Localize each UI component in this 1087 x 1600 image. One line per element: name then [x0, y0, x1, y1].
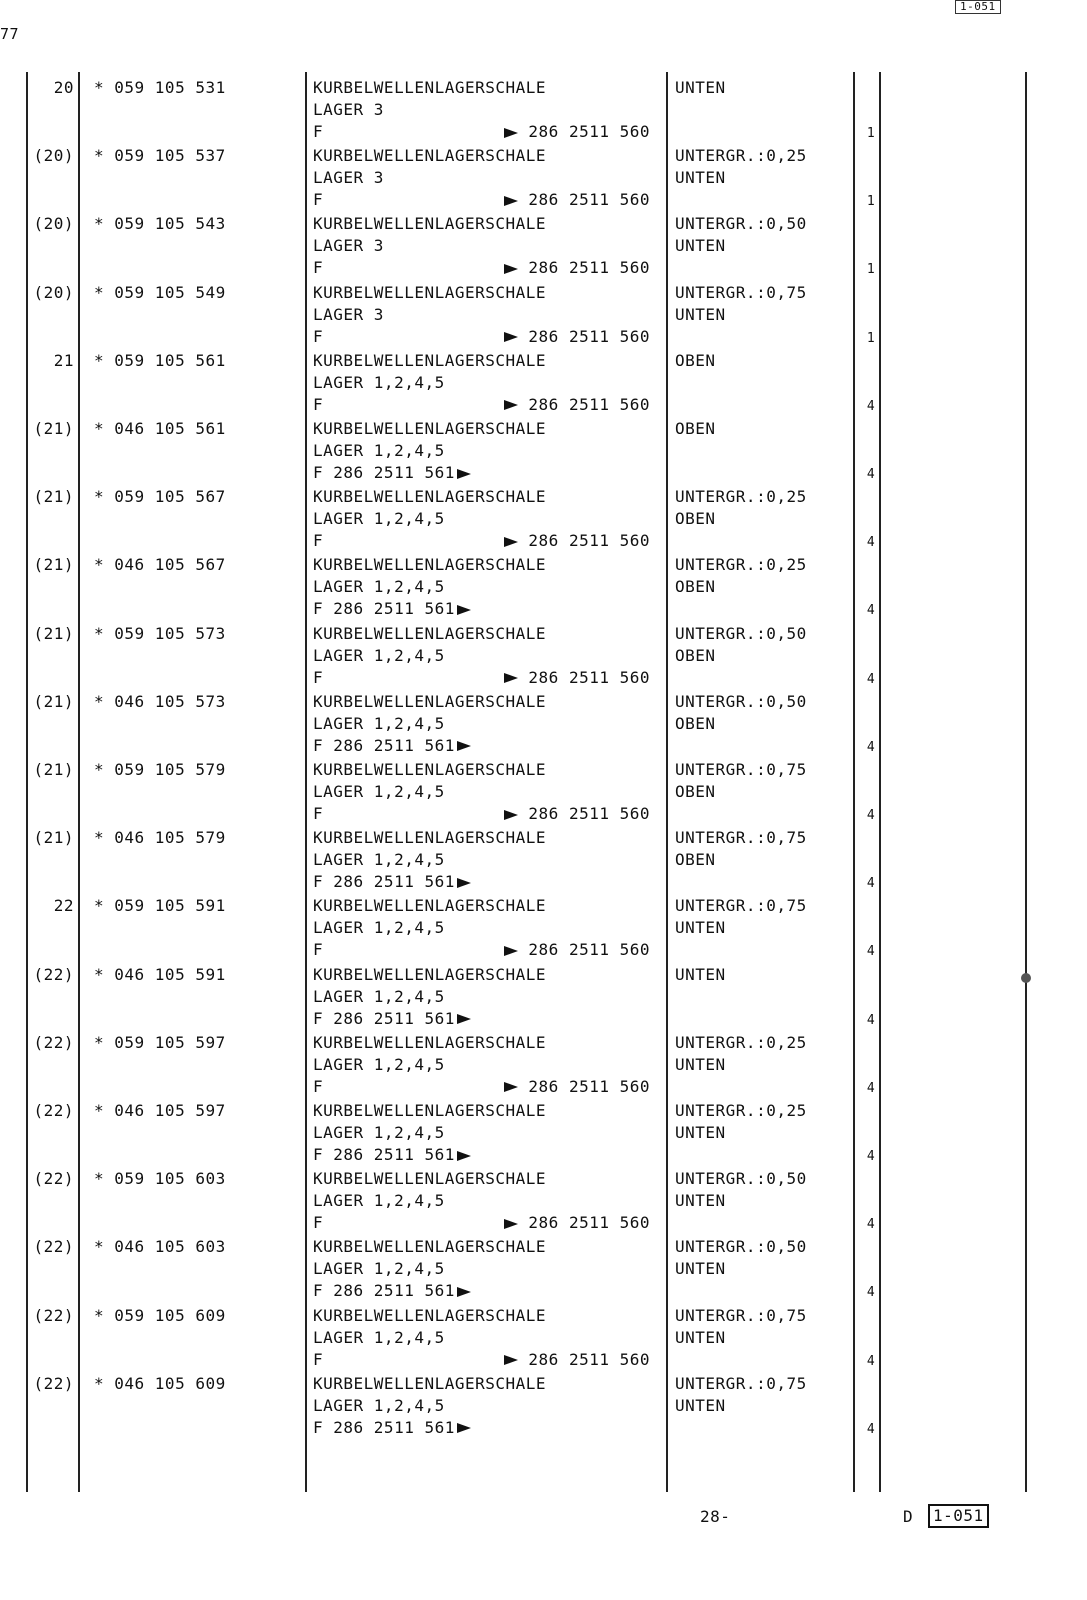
remark [675, 351, 716, 395]
position-number: (22) [33, 1305, 74, 1325]
bearing-position: LAGER 1,2,4,5 [313, 986, 445, 1006]
bearing-position: LAGER 3 [313, 304, 384, 324]
table-row [0, 74, 1087, 142]
remark-line: UNTERGR.:0,50 [675, 1237, 807, 1257]
position-number: 20 [53, 78, 74, 97]
arrow-right-icon [504, 946, 518, 956]
arrow-right-icon [504, 400, 518, 410]
description-line: KURBELWELLENLAGERSCHALE [313, 760, 547, 779]
factory-ref-prefix: F [313, 804, 324, 823]
quantity: 4 [866, 535, 876, 551]
description-line: KURBELWELLENLAGERSCHALE [313, 896, 547, 916]
bearing-position: LAGER 3 [313, 236, 384, 256]
table-row [0, 551, 1087, 619]
part-number: * 046 105 573 [94, 691, 226, 711]
table-row [0, 824, 1087, 892]
arrow-right-icon [457, 1287, 471, 1297]
remark-line: UNTEN [675, 964, 726, 984]
position-number: (22) [33, 1237, 74, 1257]
description-line: KURBELWELLENLAGERSCHALE [313, 1373, 547, 1393]
description-line: KURBELWELLENLAGERSCHALE [313, 691, 547, 711]
factory-reference [313, 190, 658, 212]
arrow-right-icon [504, 264, 518, 274]
remark-line: OBEN [675, 509, 716, 529]
factory-reference [313, 531, 658, 553]
quantity: 4 [866, 1285, 876, 1301]
position-number: (20) [33, 146, 74, 166]
remark-line: OBEN [675, 713, 716, 733]
description [313, 624, 658, 690]
quantity: 4 [866, 467, 876, 482]
factory-ref-prefix: F [313, 122, 324, 141]
description [313, 214, 658, 280]
bearing-position: LAGER 1,2,4,5 [313, 372, 445, 392]
position-number: 22 [53, 896, 74, 916]
position-number: (22) [33, 1169, 74, 1189]
remark-line: UNTEN [675, 236, 726, 256]
remark-line: UNTEN [675, 1259, 726, 1279]
part-number: * 046 105 579 [94, 828, 226, 848]
factory-ref-value: 286 2511 560 [528, 667, 650, 687]
part-number: * 059 105 561 [94, 350, 226, 370]
bearing-position: LAGER 1,2,4,5 [313, 509, 445, 529]
part-number: * 059 105 567 [94, 487, 226, 507]
bearing-position: LAGER 1,2,4,5 [313, 1327, 445, 1347]
description [313, 419, 658, 485]
description-line: KURBELWELLENLAGERSCHALE [313, 146, 547, 166]
arrow-right-icon [457, 878, 471, 888]
remark [675, 896, 807, 940]
factory-reference [313, 258, 658, 280]
quantity: 4 [866, 1217, 876, 1233]
bearing-position: LAGER 1,2,4,5 [313, 1395, 445, 1415]
position-number: (21) [33, 691, 74, 711]
description [313, 555, 658, 621]
description [313, 78, 658, 144]
factory-ref-value: 286 2511 560 [528, 190, 650, 210]
remark-line: UNTEN [675, 168, 726, 188]
remark [675, 828, 807, 872]
factory-ref-prefix: F 286 2511 561 [313, 1145, 455, 1164]
factory-reference [313, 1418, 658, 1440]
position-number: (22) [33, 1373, 74, 1393]
factory-ref-number [502, 1077, 650, 1097]
description-line: KURBELWELLENLAGERSCHALE [313, 350, 547, 370]
table-row [0, 620, 1087, 688]
factory-ref-number [502, 395, 650, 415]
table-row [0, 756, 1087, 824]
quantity: 4 [866, 398, 876, 414]
remark [675, 555, 807, 599]
part-number: * 059 105 591 [94, 896, 226, 916]
factory-ref-value: 286 2511 560 [528, 940, 650, 960]
description-line: KURBELWELLENLAGERSCHALE [313, 1305, 547, 1325]
factory-reference [313, 940, 658, 962]
factory-reference [313, 463, 658, 485]
part-number: * 059 105 609 [94, 1305, 226, 1325]
factory-ref-value: 286 2511 560 [528, 531, 650, 551]
factory-ref-prefix: F [313, 326, 324, 346]
bearing-position: LAGER 1,2,4,5 [313, 1259, 445, 1279]
remark-line: OBEN [675, 850, 716, 870]
factory-ref-value: 286 2511 560 [528, 394, 650, 414]
remark [675, 1306, 807, 1350]
arrow-right-icon [504, 196, 518, 206]
remark-line: OBEN [675, 350, 716, 370]
part-number: * 059 105 603 [94, 1169, 226, 1189]
remark-line: UNTEN [675, 1395, 726, 1415]
description [313, 487, 658, 553]
factory-ref-prefix: F [313, 258, 324, 278]
description [313, 896, 658, 962]
quantity: 4 [866, 876, 876, 892]
table-row [0, 279, 1087, 347]
table-row [0, 1370, 1087, 1438]
factory-ref-value: 286 2511 560 [528, 326, 650, 346]
remark-line: UNTEN [675, 1123, 726, 1142]
remark [675, 1237, 807, 1281]
bearing-position: LAGER 1,2,4,5 [313, 1191, 445, 1211]
factory-reference [313, 395, 658, 417]
arrow-right-icon [504, 673, 518, 683]
bearing-position: LAGER 1,2,4,5 [313, 918, 445, 938]
quantity: 4 [866, 1080, 876, 1096]
remark [675, 692, 807, 736]
factory-ref-prefix: F 286 2511 561 [313, 872, 455, 892]
quantity: 4 [866, 603, 876, 619]
top-code-box: 1-051 [955, 0, 1001, 14]
table-row [0, 961, 1087, 1029]
quantity: 4 [866, 944, 876, 960]
remark-line: UNTERGR.:0,75 [675, 1305, 807, 1325]
factory-ref-prefix: F 286 2511 561 [313, 1281, 455, 1301]
bearing-position: LAGER 3 [313, 168, 384, 188]
remark-line: UNTERGR.:0,75 [675, 828, 807, 848]
description-line: KURBELWELLENLAGERSCHALE [313, 1237, 547, 1257]
remark-line: UNTERGR.:0,25 [675, 1032, 807, 1052]
table-row [0, 210, 1087, 278]
description [313, 1169, 658, 1235]
arrow-right-icon [504, 810, 518, 820]
remark [675, 624, 807, 668]
factory-ref-number [502, 1213, 650, 1233]
remark [675, 1374, 807, 1418]
bearing-position: LAGER 1,2,4,5 [313, 441, 445, 460]
remark-line: UNTERGR.:0,50 [675, 623, 807, 643]
remark [675, 419, 716, 463]
remark-line: UNTERGR.:0,75 [675, 760, 807, 779]
remark-line: UNTERGR.:0,25 [675, 487, 807, 507]
description-line: KURBELWELLENLAGERSCHALE [313, 623, 547, 643]
description-line: KURBELWELLENLAGERSCHALE [313, 964, 547, 984]
remark-line: UNTERGR.:0,25 [675, 1101, 807, 1120]
page-corner-number: 77 [0, 25, 20, 43]
page-number: 28- [700, 1507, 731, 1526]
bearing-position: LAGER 1,2,4,5 [313, 1054, 445, 1074]
description [313, 146, 658, 212]
bearing-position: LAGER 3 [313, 100, 384, 119]
remark [675, 1101, 807, 1145]
factory-reference [313, 599, 658, 621]
table-row [0, 1302, 1087, 1370]
remark-line: UNTEN [675, 1327, 726, 1347]
quantity: 1 [866, 194, 876, 210]
position-number: (21) [33, 760, 74, 779]
description-line: KURBELWELLENLAGERSCHALE [313, 828, 547, 848]
remark-line: UNTEN [675, 304, 726, 324]
table-row [0, 1165, 1087, 1233]
description [313, 692, 658, 758]
description-line: KURBELWELLENLAGERSCHALE [313, 78, 547, 97]
remark-line [675, 987, 726, 1009]
factory-ref-prefix: F [313, 190, 324, 210]
position-number: (21) [33, 555, 74, 575]
factory-reference [313, 1145, 658, 1167]
bearing-position: LAGER 1,2,4,5 [313, 577, 445, 597]
factory-ref-prefix: F [313, 1076, 324, 1096]
arrow-right-icon [504, 1082, 518, 1092]
factory-reference [313, 1213, 658, 1235]
arrow-right-icon [457, 741, 471, 751]
remark-line: UNTEN [675, 1054, 726, 1074]
factory-ref-prefix: F 286 2511 561 [313, 1417, 455, 1437]
remark-line: OBEN [675, 645, 716, 665]
factory-reference [313, 327, 658, 349]
part-number: * 059 105 579 [94, 760, 226, 779]
quantity: 1 [866, 126, 876, 141]
arrow-right-icon [457, 1151, 471, 1161]
remark [675, 283, 807, 327]
footer-letter: D [903, 1507, 914, 1526]
description-line: KURBELWELLENLAGERSCHALE [313, 487, 547, 507]
table-row [0, 892, 1087, 960]
factory-ref-number [502, 668, 650, 688]
factory-reference [313, 122, 658, 144]
bearing-position: LAGER 1,2,4,5 [313, 645, 445, 665]
quantity: 4 [866, 1012, 876, 1028]
description-line: KURBELWELLENLAGERSCHALE [313, 1169, 547, 1189]
arrow-right-icon [457, 1014, 471, 1024]
part-number: * 059 105 537 [94, 146, 226, 166]
position-number: (20) [33, 214, 74, 234]
description [313, 1033, 658, 1099]
factory-ref-number [502, 940, 650, 960]
description-line: KURBELWELLENLAGERSCHALE [313, 1032, 547, 1052]
quantity: 4 [866, 808, 876, 823]
factory-ref-number [502, 122, 650, 142]
remark-line: UNTEN [675, 918, 726, 938]
table-row [0, 142, 1087, 210]
factory-ref-prefix: F [313, 667, 324, 687]
arrow-right-icon [504, 332, 518, 342]
table-row [0, 483, 1087, 551]
table-row [0, 688, 1087, 756]
part-number: * 059 105 531 [94, 78, 226, 97]
factory-ref-number [502, 258, 650, 278]
factory-ref-prefix: F [313, 1349, 324, 1369]
position-number: (21) [33, 419, 74, 438]
remark-line: UNTERGR.:0,50 [675, 1169, 807, 1189]
factory-reference [313, 1350, 658, 1372]
factory-ref-number [502, 804, 650, 824]
bearing-position: LAGER 1,2,4,5 [313, 850, 445, 870]
description-line: KURBELWELLENLAGERSCHALE [313, 282, 547, 302]
arrow-right-icon [504, 1355, 518, 1365]
table-row [0, 1233, 1087, 1301]
quantity: 1 [866, 262, 876, 278]
bearing-position: LAGER 1,2,4,5 [313, 782, 445, 801]
description [313, 1374, 658, 1440]
quantity: 4 [866, 671, 876, 687]
remark-line [675, 100, 726, 122]
position-number: 21 [53, 350, 74, 370]
remark-line: UNTERGR.:0,50 [675, 691, 807, 711]
factory-ref-prefix: F 286 2511 561 [313, 463, 455, 482]
remark-line: OBEN [675, 577, 716, 597]
remark [675, 487, 807, 531]
description [313, 828, 658, 894]
factory-reference [313, 804, 658, 826]
remark [675, 146, 807, 190]
description [313, 1306, 658, 1372]
factory-ref-value: 286 2511 560 [528, 804, 650, 823]
arrow-right-icon [504, 128, 518, 138]
quantity: 4 [866, 1353, 876, 1369]
factory-ref-prefix: F [313, 394, 324, 414]
remark [675, 760, 807, 804]
remark-line: UNTERGR.:0,75 [675, 1373, 807, 1393]
part-number: * 046 105 561 [94, 419, 226, 438]
factory-ref-prefix: F [313, 1213, 324, 1233]
factory-ref-prefix: F [313, 940, 324, 960]
arrow-right-icon [504, 537, 518, 547]
factory-ref-number [502, 327, 650, 347]
part-number: * 046 105 567 [94, 555, 226, 575]
description [313, 283, 658, 349]
quantity: 1 [866, 330, 876, 346]
remark-line [675, 441, 716, 463]
remark-line: UNTERGR.:0,50 [675, 214, 807, 234]
position-number: (21) [33, 487, 74, 507]
description-line: KURBELWELLENLAGERSCHALE [313, 555, 547, 575]
remark-line: UNTERGR.:0,25 [675, 555, 807, 575]
arrow-right-icon [504, 1219, 518, 1229]
description-line: KURBELWELLENLAGERSCHALE [313, 214, 547, 234]
factory-reference [313, 1281, 658, 1303]
remark-line: UNTERGR.:0,75 [675, 896, 807, 916]
remark [675, 214, 807, 258]
table-row [0, 1097, 1087, 1165]
quantity: 4 [866, 739, 876, 755]
part-number: * 059 105 549 [94, 282, 226, 302]
factory-reference [313, 1077, 658, 1099]
part-number: * 059 105 573 [94, 623, 226, 643]
part-number: * 046 105 597 [94, 1101, 226, 1120]
part-number: * 059 105 597 [94, 1032, 226, 1052]
factory-ref-value: 286 2511 560 [528, 1076, 650, 1096]
position-number: (21) [33, 828, 74, 848]
description [313, 1237, 658, 1303]
remark-line: OBEN [675, 782, 716, 801]
bearing-position: LAGER 1,2,4,5 [313, 713, 445, 733]
position-number: (21) [33, 623, 74, 643]
factory-ref-number [502, 531, 650, 551]
factory-ref-value: 286 2511 560 [528, 122, 650, 141]
remark [675, 1033, 807, 1077]
footer-code-box: 1-051 [928, 1504, 989, 1528]
remark [675, 78, 726, 122]
factory-ref-number [502, 190, 650, 210]
bearing-position: LAGER 1,2,4,5 [313, 1123, 445, 1142]
remark [675, 1169, 807, 1213]
table-row [0, 1029, 1087, 1097]
remark-line: OBEN [675, 419, 716, 438]
part-number: * 046 105 591 [94, 964, 226, 984]
factory-ref-prefix: F 286 2511 561 [313, 1008, 455, 1028]
arrow-right-icon [457, 1423, 471, 1433]
remark-line: UNTEN [675, 78, 726, 97]
arrow-right-icon [457, 605, 471, 615]
part-number: * 046 105 603 [94, 1237, 226, 1257]
part-number: * 059 105 543 [94, 214, 226, 234]
position-number: (22) [33, 1032, 74, 1052]
description [313, 351, 658, 417]
description-line: KURBELWELLENLAGERSCHALE [313, 1101, 547, 1120]
factory-ref-value: 286 2511 560 [528, 1213, 650, 1233]
remark-line: UNTEN [675, 1191, 726, 1211]
table-row [0, 415, 1087, 483]
factory-reference [313, 872, 658, 894]
factory-reference [313, 1009, 658, 1031]
factory-ref-prefix: F [313, 531, 324, 551]
table-row [0, 347, 1087, 415]
factory-ref-value: 286 2511 560 [528, 258, 650, 278]
description [313, 965, 658, 1031]
quantity: 4 [866, 1149, 876, 1164]
position-number: (22) [33, 964, 74, 984]
position-number: (20) [33, 282, 74, 302]
remark-line [675, 373, 716, 395]
remark-line: UNTERGR.:0,25 [675, 146, 807, 166]
position-number: (22) [33, 1101, 74, 1120]
part-number: * 046 105 609 [94, 1373, 226, 1393]
remark [675, 965, 726, 1009]
factory-ref-number [502, 1350, 650, 1370]
description-line: KURBELWELLENLAGERSCHALE [313, 419, 547, 438]
remark-line: UNTERGR.:0,75 [675, 282, 807, 302]
factory-reference [313, 736, 658, 758]
description [313, 1101, 658, 1167]
factory-ref-value: 286 2511 560 [528, 1349, 650, 1369]
arrow-right-icon [457, 469, 471, 479]
factory-reference [313, 668, 658, 690]
description [313, 760, 658, 826]
factory-ref-prefix: F 286 2511 561 [313, 735, 455, 755]
factory-ref-prefix: F 286 2511 561 [313, 599, 455, 619]
quantity: 4 [866, 1421, 876, 1437]
